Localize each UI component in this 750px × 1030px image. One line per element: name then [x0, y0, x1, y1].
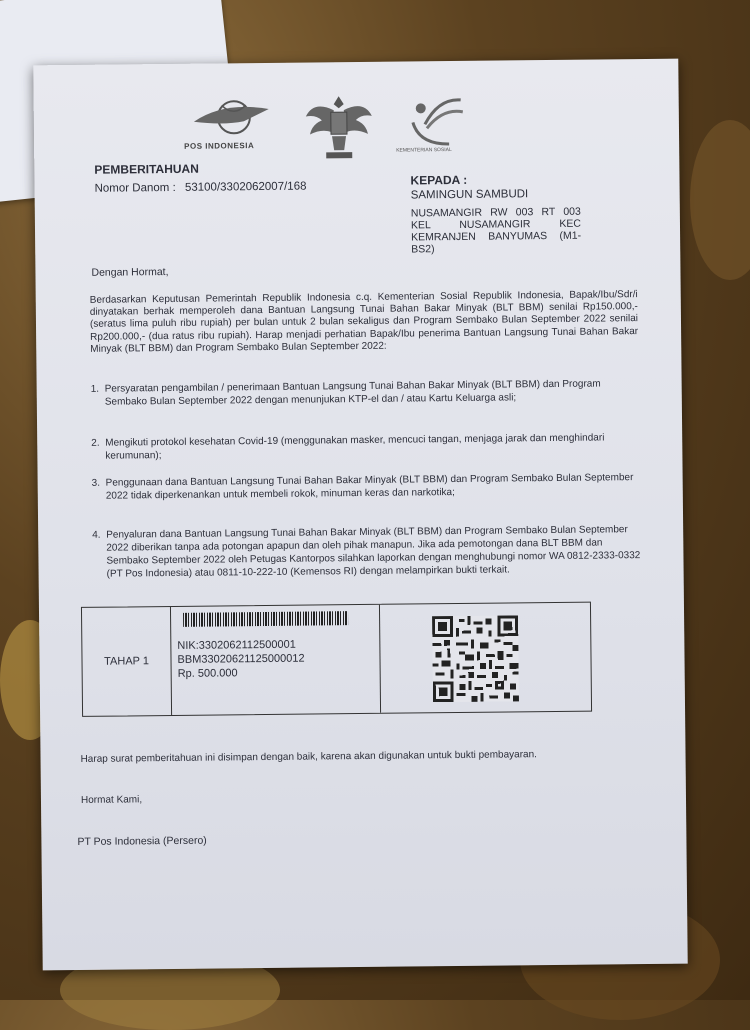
tahap-cell	[82, 607, 172, 716]
list-item-number: 4.	[92, 529, 101, 541]
list-item-number: 2.	[91, 437, 100, 449]
tahap-label: TAHAP 1	[104, 655, 150, 668]
kemensos-logo-icon	[399, 94, 470, 165]
sender: PT Pos Indonesia (Persero)	[77, 834, 207, 848]
letter-document	[33, 59, 687, 971]
pos-indonesia-logo-icon	[184, 91, 275, 162]
recipient-label: KEPADA :	[410, 172, 468, 188]
document-number	[95, 181, 307, 195]
document-title: PEMBERITAHUAN	[94, 161, 199, 177]
recipient-name: SAMINGUN SAMBUDI	[410, 188, 529, 202]
list-item-number: 3.	[91, 477, 101, 489]
voucher-details-cell	[171, 605, 381, 715]
qr-cell	[380, 603, 591, 713]
list-item	[91, 377, 639, 409]
list-item	[92, 471, 640, 503]
intro-paragraph: Berdasarkan Keputusan Pemerintah Republik Indonesia c.q. Kementerian Sosial Republik Indonesia, Bapak/Ibu/Sdr/i dinyatakan berhak memperoleh dana Bantuan Langsung Tunai Bahan Bakar Minyak (BLT BBM) senilai Rp150.000,- (seratus lima puluh ribu rupiah) per bulan untuk 2 bulan sekaligus dan Program Sembako Bulan September 2022 senilai Rp200.000,- (dua ratus ribu rupiah). Harap menjadi perhatian Bapak/Ibu penerima Bantuan Langsung Tunai Bahan Bakar Minyak (BLT BBM) dan Program Sembako Bulan September 2022:	[89, 289, 639, 355]
list-item-text: Penggunaan dana Bantuan Langsung Tunai Bahan Bakar Minyak (BLT BBM) dan Program Sembako Bulan September 2022 tidak diperkenankan untuk membeli rokok, minuman keras dan narkotika;	[105, 472, 634, 502]
barcode-icon	[183, 611, 348, 627]
footer-note: Harap surat pemberitahuan ini disimpan dengan baik, karena akan digunakan untuk bukti pembayaran.	[80, 749, 537, 765]
kemensos-logo-text: KEMENTERIAN SOSIAL	[396, 147, 452, 154]
list-item	[92, 523, 641, 581]
list-item-text: Penyaluran dana Bantuan Langsung Tunai Bahan Bakar Minyak (BLT BBM) dan Program Sembako Bulan September 2022 diberikan tanpa ada potongan apapun dan oleh pihak manapun. Jika ada pemotongan dana BLT BBM dan Sembako September 2022 oleh Petugas Kantorpos silahkan laporkan dengan menghubungi nomor WA 0812-2333-0332 (PT Pos Indonesia) atau 0811-10-222-10 (Kemensos RI) dengan melampirkan bukti terkait.	[106, 524, 641, 580]
recipient-address: NUSAMANGIR RW 003 RT 003 KEL NUSAMANGIR KEC KEMRANJEN BANYUMAS (M1-BS2)	[410, 205, 582, 256]
voucher-amount: Rp. 500.000	[177, 667, 238, 680]
greeting: Dengan Hormat,	[91, 265, 169, 279]
qr-code-icon	[432, 615, 519, 702]
voucher-code: BBM33020621125000012	[177, 652, 305, 666]
list-item-text: Persyaratan pengambilan / penerimaan Bantuan Langsung Tunai Bahan Bakar Minyak (BLT BBM) dan Program Sembako Bulan September 2022 dengan menunjukan KTP-el dan / atau Kartu Keluarga asli;	[104, 378, 601, 408]
voucher-box	[81, 602, 592, 717]
list-item-text: Mengikuti protokol kesehatan Covid-19 (menggunakan masker, mencuci tangan, menjaga jarak dan menghindari kerumunan);	[105, 432, 605, 462]
list-item	[91, 431, 639, 463]
pos-logo-text: POS INDONESIA	[184, 141, 255, 151]
voucher-lines	[177, 638, 304, 681]
nomor-label: Nomor Danom :	[94, 181, 176, 195]
closing: Hormat Kami,	[80, 794, 143, 806]
nik-value: NIK:3302062112500001	[177, 638, 296, 652]
list-item-number: 1.	[90, 383, 100, 395]
logo-row	[184, 88, 505, 171]
cloth-pattern	[690, 120, 750, 280]
garuda-emblem-icon	[304, 90, 375, 163]
nomor-value: 53100/3302062007/168	[184, 180, 307, 194]
